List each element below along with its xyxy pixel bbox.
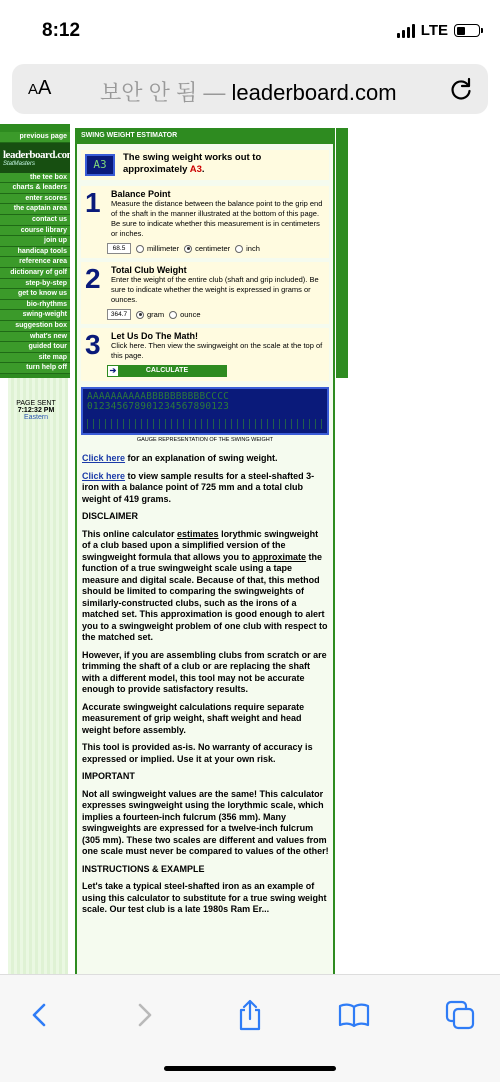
weight-options	[107, 309, 325, 320]
status-bar	[0, 0, 500, 60]
radio-label: inch	[246, 244, 260, 253]
left-nav	[0, 124, 76, 378]
step-title: Total Club Weight	[111, 265, 187, 275]
result-label: The swing weight works out to approximately	[123, 152, 262, 175]
reload-icon[interactable]	[448, 76, 474, 107]
radio-icon[interactable]	[136, 245, 144, 253]
radio-inch[interactable]	[235, 244, 260, 253]
signal-icon	[397, 24, 415, 38]
right-decor-strip	[336, 128, 348, 378]
nav-item[interactable]: get to know us	[0, 289, 70, 300]
disclaimer-heading: DISCLAIMER	[82, 511, 138, 521]
forward-icon[interactable]	[124, 995, 164, 1035]
page-sent-info	[5, 400, 67, 421]
page-sent-zone: Eastern	[23, 414, 49, 421]
article-content	[77, 443, 333, 916]
step-total-weight	[81, 262, 329, 324]
step-description: Click here. Then view the swingweight on the scale at the top of this page.	[111, 341, 323, 360]
radio-label: ounce	[180, 310, 201, 319]
site-logo[interactable]	[0, 143, 76, 173]
radio-gram[interactable]	[136, 310, 164, 319]
nav-item[interactable]: join up	[0, 236, 70, 247]
gauge-ticks	[87, 419, 323, 429]
underlined-text: estimates	[177, 528, 219, 539]
radio-label: millimeter	[147, 244, 180, 253]
underlined-text: approximate	[252, 551, 307, 562]
gauge-letters: AAAAAAAAAABBBBBBBBBBCCCC	[87, 392, 230, 402]
home-indicator	[164, 1066, 336, 1071]
left-decor-strip	[8, 378, 68, 974]
paragraph: Accurate swingweight calculations require separate measurement of grip weight, shaft weight and head weight before assembly.	[82, 701, 305, 735]
link-text: for an explanation of swing weight.	[125, 453, 278, 463]
nav-item[interactable]: dictionary of golf	[0, 268, 70, 279]
panel-header: SWING WEIGHT ESTIMATOR	[77, 128, 333, 144]
web-content	[0, 124, 500, 974]
page-sent-label: PAGE SENT	[16, 400, 56, 407]
balance-point-input[interactable]: 68.5	[107, 243, 131, 254]
calculate-label: CALCULATE	[145, 367, 189, 374]
logo-text: leaderboard.com	[3, 148, 76, 161]
sample-results-link[interactable]: Click here	[82, 470, 126, 481]
status-indicators	[397, 22, 480, 39]
step-number: 2	[85, 263, 101, 294]
step-number: 3	[85, 329, 101, 360]
paragraph	[82, 453, 329, 465]
text-size-button[interactable]: AA	[28, 77, 52, 99]
back-icon[interactable]	[20, 995, 60, 1035]
nav-item[interactable]: step-by-step	[0, 279, 70, 290]
nav-item[interactable]: handicap tools	[0, 247, 70, 258]
tabs-icon[interactable]	[440, 995, 480, 1035]
nav-item[interactable]: what's new	[0, 332, 70, 343]
url-field[interactable]	[100, 76, 397, 107]
nav-item[interactable]: contact us	[0, 215, 70, 226]
bookmarks-icon[interactable]	[334, 995, 374, 1035]
instructions-heading: INSTRUCTIONS & EXAMPLE	[82, 863, 205, 874]
status-time: 8:12	[42, 20, 81, 41]
explanation-link[interactable]: Click here	[82, 453, 126, 463]
nav-item[interactable]: swing-weight	[0, 310, 70, 321]
radio-ounce[interactable]	[169, 310, 200, 319]
result-period: .	[201, 164, 205, 175]
radio-icon[interactable]	[136, 311, 144, 319]
nav-item[interactable]: site map	[0, 353, 70, 364]
nav-top-bar	[0, 124, 70, 132]
radio-centimeter[interactable]	[184, 244, 230, 253]
address-bar[interactable]	[12, 64, 488, 114]
text-span: lorythmic swingweight of a club based upon a simplified version of the swingweight formula that allows you to	[82, 528, 319, 562]
nav-item[interactable]: enter scores	[0, 194, 70, 205]
nav-item[interactable]: bio-rhythms	[0, 300, 70, 311]
important-heading: IMPORTANT	[82, 771, 135, 781]
paragraph: This tool is provided as-is. No warranty of accuracy is expressed or implied. Use it at your own risk.	[82, 742, 313, 764]
step-balance-point	[81, 186, 329, 258]
paragraph	[82, 529, 329, 644]
share-icon[interactable]	[230, 995, 270, 1035]
text-span: the function of a true swingweight scale using a tape measure and digital scale. Because of that, this method should be limited to comparing the swingweights of similarly-constructed clubs, such as the irons of a matched set. This approximation is good enough to alert you to a swingweight problem of one club with respect to the matched set.	[82, 551, 328, 642]
paragraph: Not all swingweight values are the same! This calculator expresses swingweight using the lorythmic scale, which implies a fourteen-inch fulcrum (356 mm). Many swingweights are expressed for a twelve-inch fulcrum (305 mm). These two scales are different and values from one scale must never be compared to values of the other!	[82, 788, 329, 856]
page-sent-time: 7:12:32 PM	[17, 407, 55, 414]
radio-icon[interactable]	[184, 245, 192, 253]
result-box	[81, 150, 329, 180]
step-title: Balance Point	[111, 189, 171, 199]
paragraph	[82, 471, 329, 506]
gauge-caption: GAUGE REPRESENTATION OF THE SWING WEIGHT	[136, 437, 274, 443]
text-span: This online calculator	[82, 528, 178, 539]
arrow-right-icon: ➔	[109, 366, 117, 375]
nav-item[interactable]: course library	[0, 226, 70, 237]
nav-previous-page[interactable]: previous page	[0, 132, 70, 143]
nav-item[interactable]: charts & leaders	[0, 183, 70, 194]
logo-subtext: StatMasters	[3, 160, 36, 167]
swing-weight-gauge	[81, 387, 329, 435]
balance-options	[107, 243, 325, 254]
paragraph: Let's take a typical steel-shafted iron as an example of using this calculator to substitute for a true swing weight scale. Our test club is a late 1980s Ram Er...	[82, 881, 327, 914]
nav-item[interactable]: the tee box	[0, 173, 70, 184]
radio-icon[interactable]	[235, 245, 243, 253]
paragraph: However, if you are assembling clubs from scratch or are trimming the shaft of a club or are replacing the shaft with a different model, this tool may not be accurate enough to provide satisfactory results.	[82, 649, 327, 694]
nav-item[interactable]: suggestion box	[0, 321, 70, 332]
club-weight-input[interactable]: 364.7	[107, 309, 131, 320]
domain-label: leaderboard.com	[231, 80, 397, 105]
estimator-panel	[75, 128, 335, 974]
result-value: A3	[189, 164, 202, 175]
nav-item[interactable]: the captain area	[0, 204, 70, 215]
step-description: Measure the distance between the balance point to the grip end of the shaft in the manner illustrated at the bottom of this page. Be sure to indicate whether this measurement is in centimeters or inches.	[111, 199, 323, 238]
radio-label: centimeter	[195, 244, 231, 253]
nav-item[interactable]: reference area	[0, 257, 70, 268]
link-text: to view sample results for a steel-shafted 3-iron with a balance point of 725 mm and a total club weight of 419 grams.	[82, 470, 315, 504]
result-text	[123, 152, 323, 176]
step-number: 1	[85, 187, 101, 218]
gauge-digits: 012345678901234567890123	[87, 402, 230, 412]
radio-label: gram	[147, 310, 165, 319]
step-calculate	[81, 328, 329, 381]
step-title: Let Us Do The Math!	[111, 331, 198, 341]
nav-item[interactable]: turn help off	[0, 363, 70, 374]
step-description: Enter the weight of the entire club (shaft and grip included). Be sure to indicate whether the weight is expressed in grams or ounces.	[111, 275, 319, 304]
radio-millimeter[interactable]	[136, 244, 179, 253]
calculate-button[interactable]	[107, 365, 227, 377]
result-display: A3	[85, 154, 115, 176]
battery-icon	[454, 24, 480, 37]
network-label: LTE	[420, 22, 448, 39]
insecure-label: 보안 안 됨 —	[100, 80, 226, 105]
radio-icon[interactable]	[169, 311, 177, 319]
nav-item[interactable]: guided tour	[0, 342, 70, 353]
